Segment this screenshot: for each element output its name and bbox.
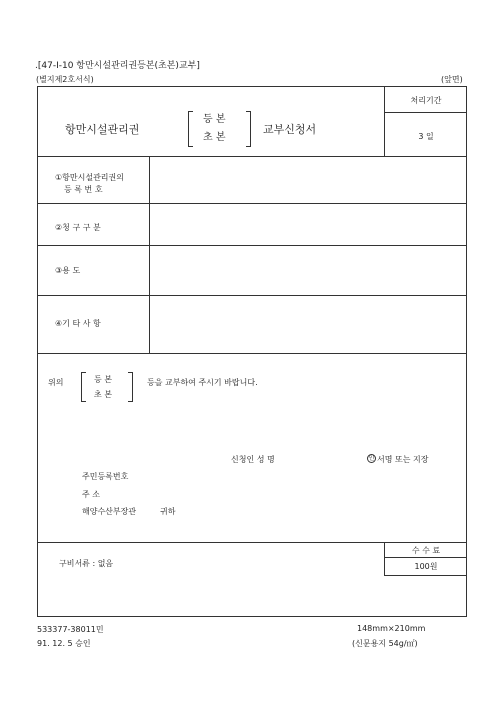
paper-type: (신문용지 54g/㎡)	[352, 639, 418, 648]
row-registration-label-1: ①항만시설관리권의	[55, 173, 124, 182]
row-purpose-label: ③용 도	[55, 266, 81, 275]
title-left: 항만시설관리권	[65, 123, 140, 136]
request-option-extract: 초 본	[94, 390, 112, 399]
request-suffix: 등을 교부하여 주시기 바랍니다.	[147, 378, 258, 387]
code-title: .[47-I-10 항만시설관리권등본(초본)교부]	[35, 61, 200, 71]
address-label: 주 소	[82, 490, 100, 499]
honorific: 귀하	[160, 507, 176, 516]
form-number: (별지제2호서식)	[36, 75, 94, 84]
recipient: 해양수산부장관	[82, 507, 137, 516]
applicant-name-label: 신청인 성 명	[231, 455, 275, 464]
paper-size: 148mm×210mm	[357, 624, 426, 633]
title-option-copy: 등 본	[203, 114, 226, 125]
sign-or-seal: 서명 또는 지장	[377, 455, 429, 464]
request-bracket-left	[81, 372, 86, 402]
resident-number-label: 주민등록번호	[82, 472, 129, 481]
registration-number-field[interactable]	[151, 158, 465, 202]
form-code: 533377-38011민	[37, 625, 104, 634]
fee-label: 수 수 료	[411, 546, 441, 555]
processing-value: 3 일	[418, 132, 434, 141]
approval-date: 91. 12. 5 승인	[37, 639, 91, 648]
row-request-type-label: ②청 구 구 분	[55, 223, 101, 232]
seal-icon: 인	[368, 455, 375, 462]
request-bracket-right	[128, 372, 133, 402]
purpose-field[interactable]	[151, 247, 465, 294]
row-registration-label-2: 등 록 번 호	[64, 185, 103, 194]
title-option-extract: 초 본	[203, 132, 226, 143]
request-option-copy: 등 본	[94, 375, 112, 384]
row-other-label: ④기 타 사 항	[55, 319, 101, 328]
page-side: (앞면)	[441, 75, 463, 84]
request-type-field[interactable]	[151, 205, 465, 244]
required-documents: 구비서류 : 없음	[59, 559, 114, 568]
title-right: 교부신청서	[263, 123, 317, 136]
request-prefix: 위의	[48, 378, 64, 387]
other-matters-field[interactable]	[151, 297, 465, 352]
processing-label: 처리기간	[410, 96, 442, 105]
title-bracket-left	[188, 111, 193, 147]
fee-value: 100원	[414, 562, 438, 571]
title-bracket-right	[246, 111, 251, 147]
